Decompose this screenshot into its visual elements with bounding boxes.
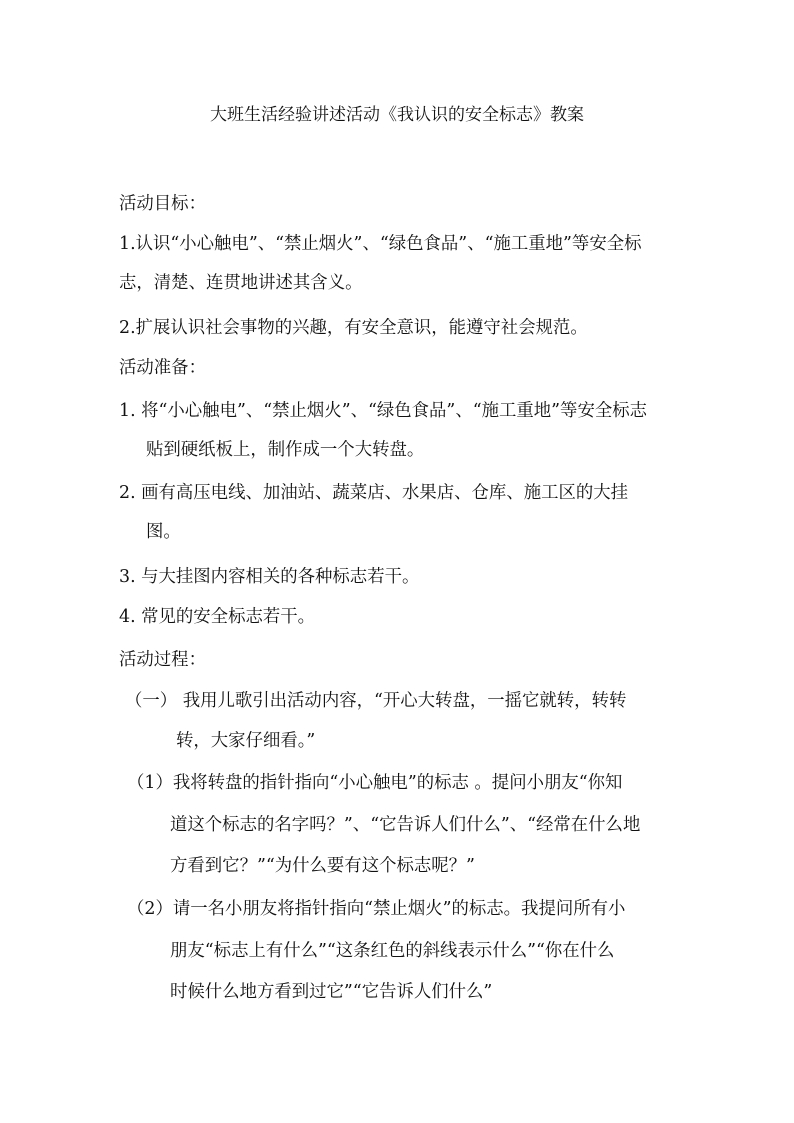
- process-heading: 活动过程：: [119, 650, 206, 670]
- process-section-one-line-2: 转，大家仔细看。”: [176, 731, 316, 751]
- process-step-2-line-3: 时候什么地方看到过它”“它告诉人们什么”: [170, 982, 493, 1002]
- process-step-1-line-1: （1）我将转盘的指针指向“小心触电”的标志 。提问小朋友“你知: [127, 773, 623, 793]
- process-step-2-line-1: （2）请一名小朋友将指针指向“禁止烟火”的标志。我提问所有小: [127, 899, 626, 919]
- preparation-heading: 活动准备：: [119, 358, 206, 378]
- preparation-item-1-line-1: 1. 将“小心触电”、“禁止烟火”、“绿色食品”、“施工重地”等安全标志: [119, 401, 648, 421]
- goals-heading: 活动目标：: [119, 194, 206, 214]
- process-step-2-line-2: 朋友“标志上有什么”“这条红色的斜线表示什么”“你在什么: [170, 941, 615, 961]
- goal-item-2-line-1: 2.扩展认识社会事物的兴趣，有安全意识，能遵守社会规范。: [119, 318, 588, 338]
- process-step-1-line-2: 道这个标志的名字吗？”、“它告诉人们什么”、“经常在什么地: [170, 815, 641, 835]
- preparation-item-1-line-2: 贴到硬纸板上，制作成一个大转盘。: [146, 440, 425, 460]
- process-section-one-line-1: （一） 我用儿歌引出活动内容，“开心大转盘，一摇它就转，转转: [125, 691, 627, 711]
- preparation-item-4-line-1: 4. 常见的安全标志若干。: [119, 607, 316, 627]
- process-step-1-line-3: 方看到它？”“为什么要有这个标志呢？”: [170, 856, 475, 876]
- preparation-item-2-line-1: 2. 画有高压电线、加油站、蔬菜店、水果店、仓库、施工区的大挂: [119, 483, 629, 503]
- document-title: 大班生活经验讲述活动《我认识的安全标志》教案: [210, 105, 584, 125]
- preparation-item-3-line-1: 3. 与大挂图内容相关的各种标志若干。: [119, 567, 420, 587]
- preparation-item-2-line-2: 图。: [146, 522, 181, 542]
- goal-item-1-line-2: 志，清楚、连贯地讲述其含义。: [119, 273, 363, 293]
- goal-item-1-line-1: 1.认识“小心触电”、“禁止烟火”、“绿色食品”、“施工重地”等安全标: [119, 234, 642, 254]
